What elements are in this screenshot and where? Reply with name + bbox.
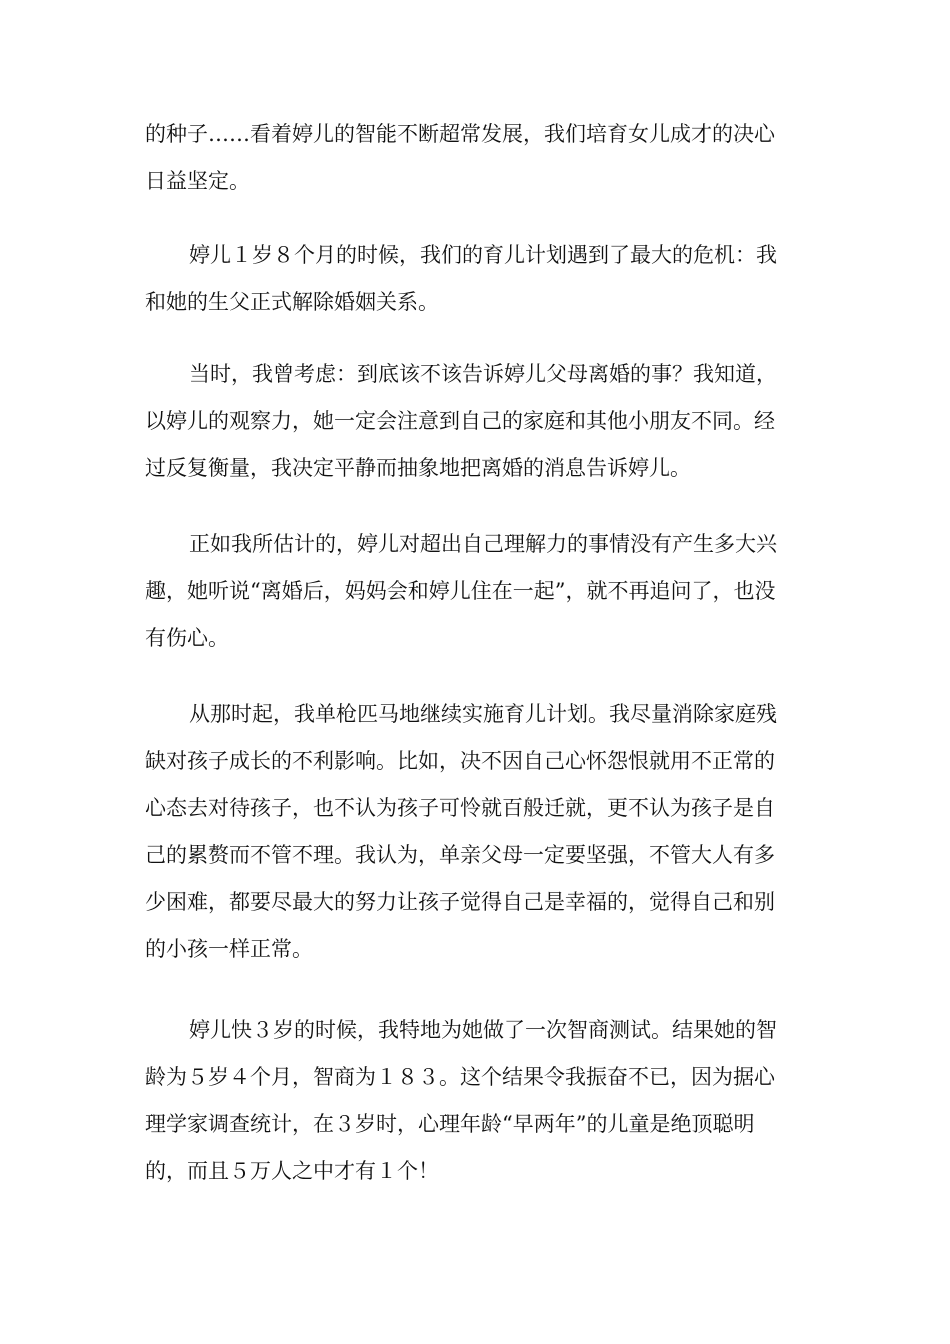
- paragraph-line: 当时，我曾考虑：到底该不该告诉婷儿父母离婚的事？我知道，: [189, 362, 777, 386]
- paragraph-line: 少困难，都要尽最大的努力让孩子觉得自己是幸福的，觉得自己和别: [145, 890, 775, 914]
- paragraph-line: 正如我所估计的，婷儿对超出自己理解力的事情没有产生多大兴: [189, 532, 777, 556]
- paragraph-line: 有伤心。: [145, 626, 229, 650]
- paragraph: [145, 232, 807, 326]
- paragraph-line: 己的累赘而不管不理。我认为，单亲父母一定要坚强，不管大人有多: [145, 843, 775, 867]
- paragraph-line: 从那时起，我单枪匹马地继续实施育儿计划。我尽量消除家庭残: [189, 702, 777, 726]
- paragraph-line: 婷儿快３岁的时候，我特地为她做了一次智商测试。结果她的智: [189, 1018, 777, 1042]
- paragraph-line: 过反复衡量，我决定平静而抽象地把离婚的消息告诉婷儿。: [145, 456, 691, 480]
- paragraph-line: 日益坚定。: [145, 169, 250, 193]
- paragraph-line: 婷儿１岁８个月的时候，我们的育儿计划遇到了最大的危机：我: [189, 243, 777, 267]
- paragraph-line: 和她的生父正式解除婚姻关系。: [145, 290, 439, 314]
- paragraph-line: 心态去对待孩子，也不认为孩子可怜就百般迁就，更不认为孩子是自: [145, 796, 775, 820]
- paragraph-line: 的小孩一样正常。: [145, 937, 313, 961]
- paragraph-line: 的，而且５万人之中才有１个！: [145, 1159, 439, 1183]
- paragraph: [145, 111, 807, 205]
- paragraph: [145, 351, 807, 492]
- paragraph: [145, 1007, 807, 1195]
- paragraph-line: 理学家调查统计，在３岁时，心理年龄“早两年”的儿童是绝顶聪明: [145, 1112, 755, 1136]
- paragraph: [145, 521, 807, 662]
- paragraph-line: 缺对孩子成长的不利影响。比如，决不因自己心怀怨恨就用不正常的: [145, 749, 775, 773]
- paragraph-line: 趣，她听说“离婚后，妈妈会和婷儿住在一起”，就不再追问了，也没: [145, 579, 776, 603]
- paragraph: [145, 691, 807, 973]
- paragraph-line: 的种子……看着婷儿的智能不断超常发展，我们培育女儿成才的决心: [145, 122, 775, 146]
- paragraph-line: 以婷儿的观察力，她一定会注意到自己的家庭和其他小朋友不同。经: [145, 409, 775, 433]
- paragraph-line: 龄为５岁４个月，智商为１８３。这个结果令我振奋不已，因为据心: [145, 1065, 775, 1089]
